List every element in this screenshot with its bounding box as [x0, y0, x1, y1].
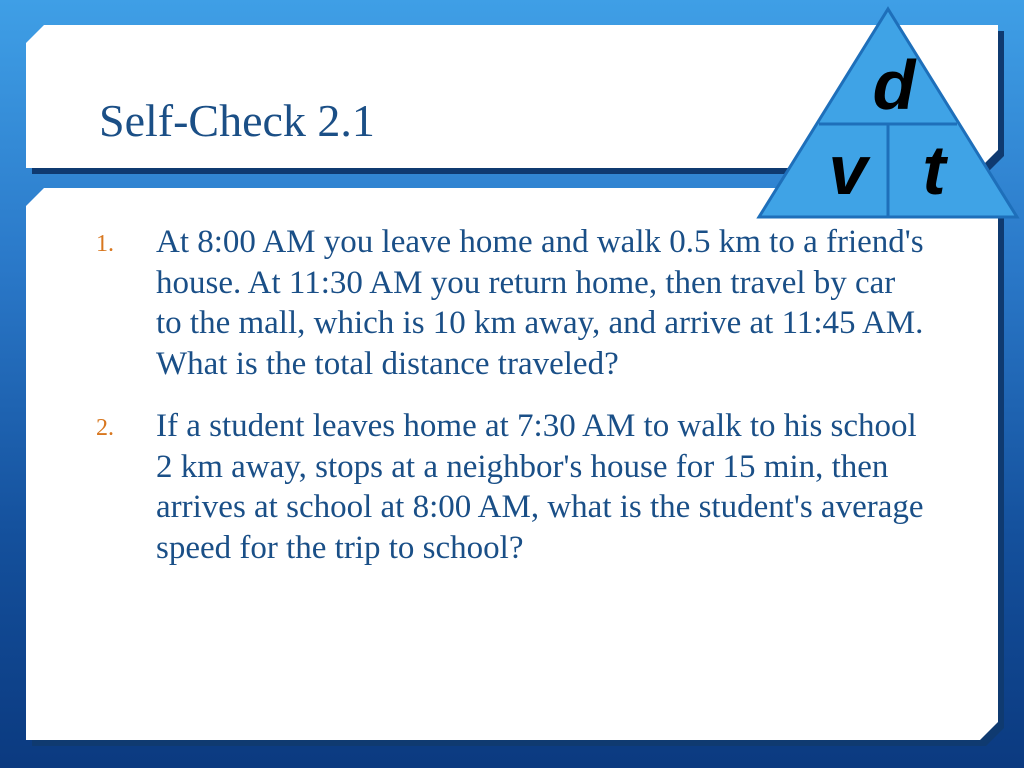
formula-triangle-icon: [756, 6, 1020, 220]
question-number: 2.: [96, 415, 114, 441]
question-list: [96, 222, 926, 590]
triangle-label-t: t: [922, 131, 946, 209]
triangle-label-d: d: [872, 46, 916, 124]
question-number: 1.: [96, 231, 114, 257]
question-item: [96, 222, 926, 384]
slide-title: Self-Check 2.1: [99, 95, 375, 146]
triangle-label-v: v: [828, 131, 868, 209]
question-text: If a student leaves home at 7:30 AM to walk to his school 2 km away, stops at a neighbor's house for 15 min, then arrives at school at 8:00 AM, what is the student's average speed for the trip to school?: [156, 408, 924, 566]
question-text: At 8:00 AM you leave home and walk 0.5 km to a friend's house. At 11:30 AM you return home, then travel by car to the mall, which is 10 km away, and arrive at 11:45 AM. What is the total distance traveled?: [156, 224, 924, 382]
question-item: [96, 406, 926, 568]
